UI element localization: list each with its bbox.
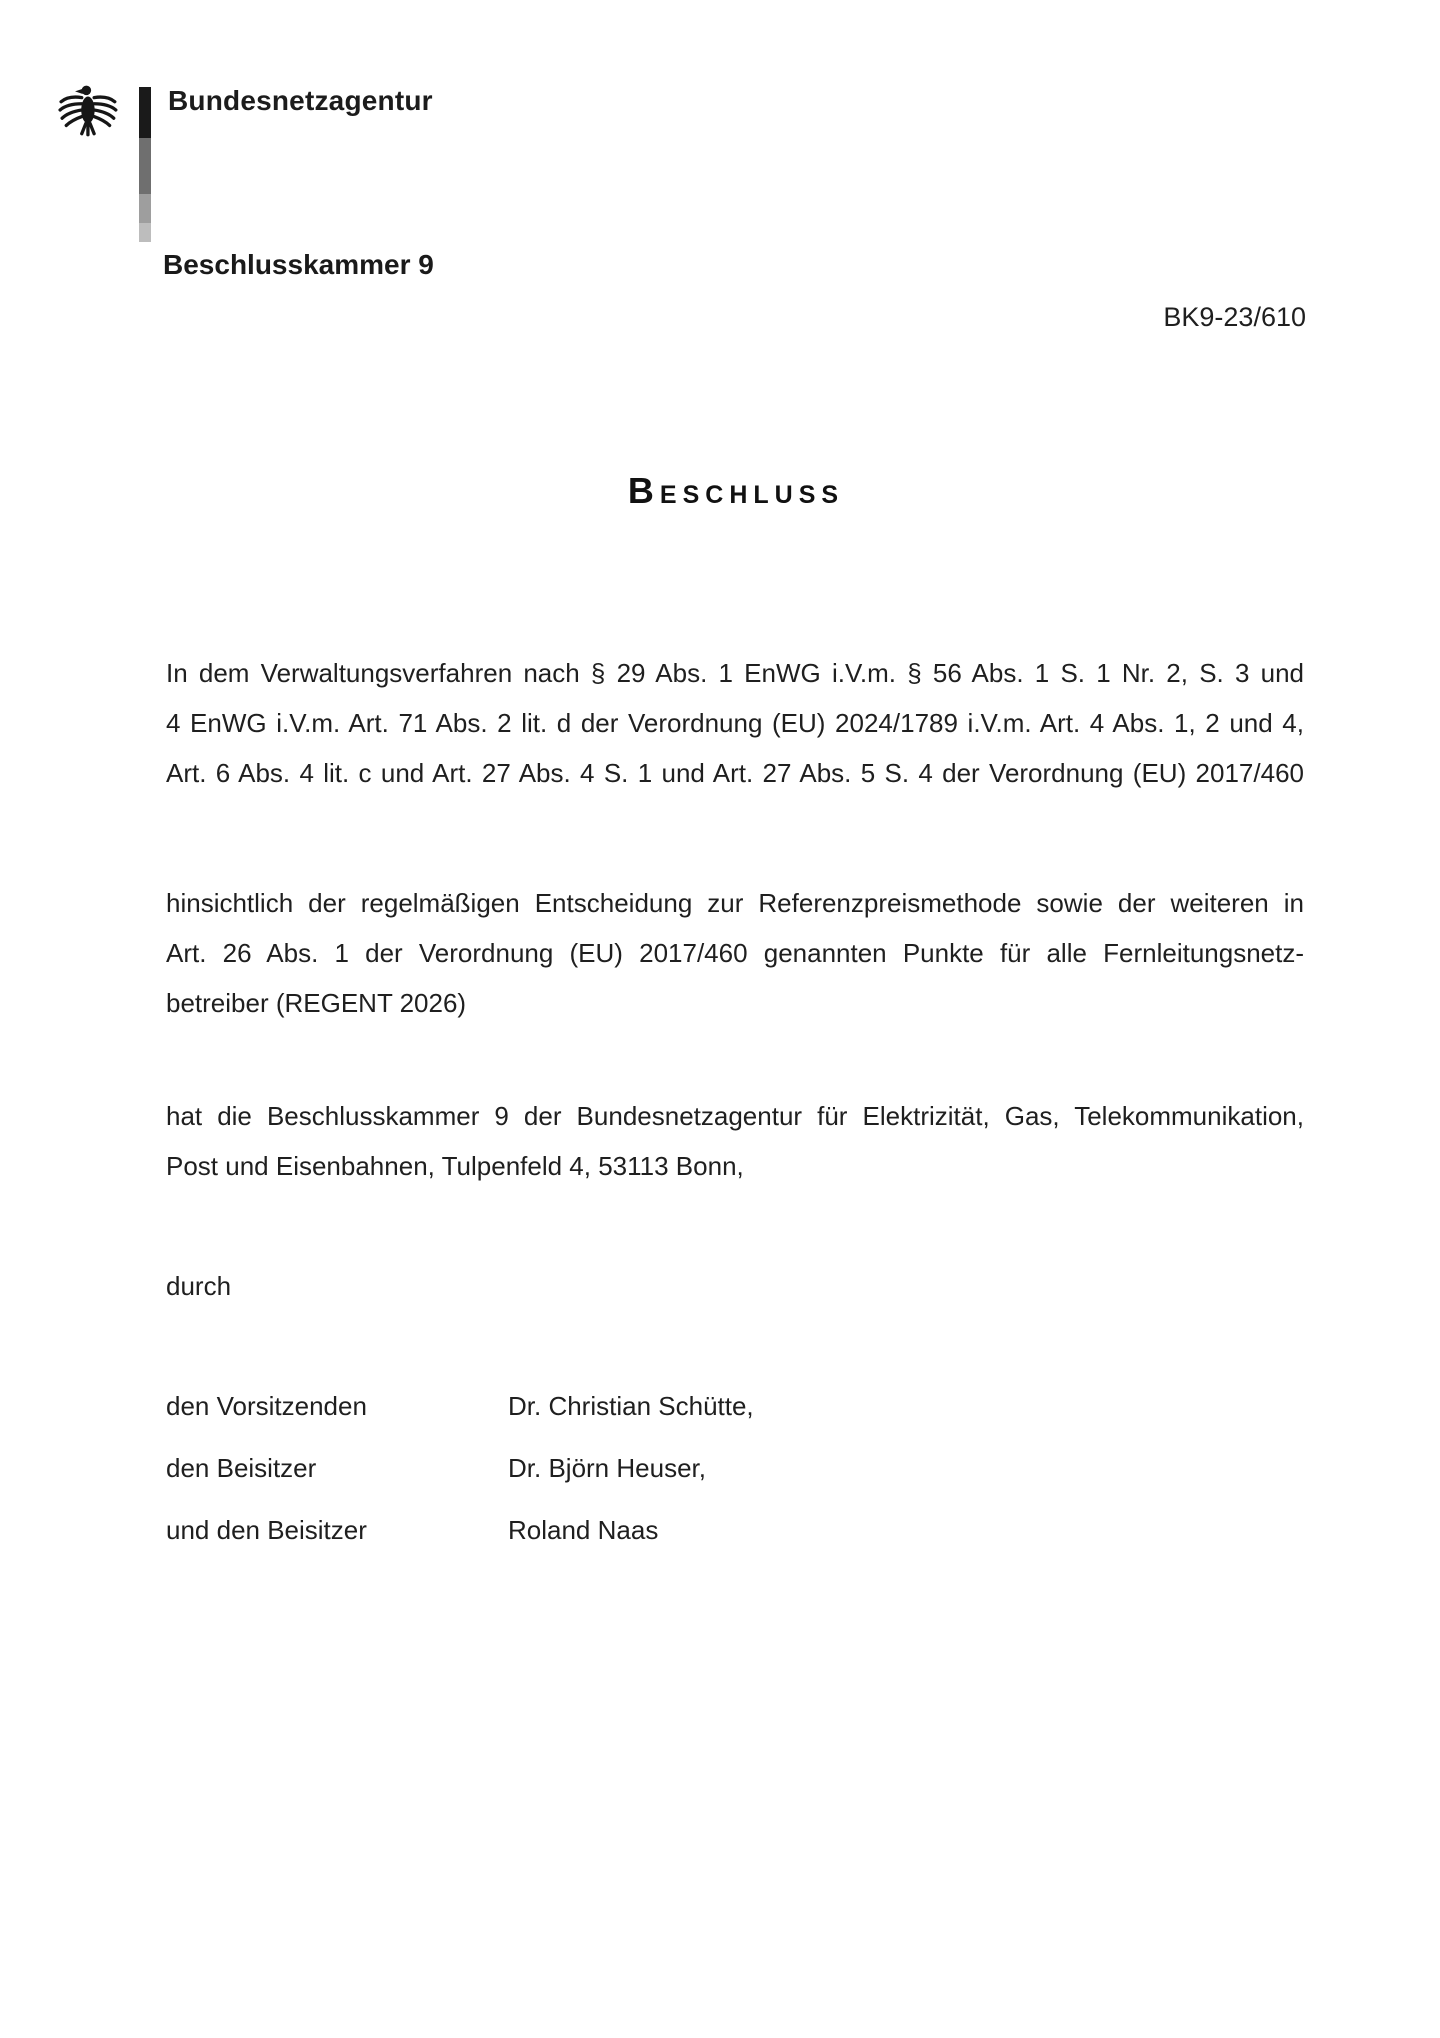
chamber-heading: Beschlusskammer 9 <box>163 249 434 280</box>
federal-eagle-icon <box>58 82 122 140</box>
chamber-address-paragraph <box>166 1091 1304 1191</box>
durch-paragraph <box>166 1261 1304 1311</box>
paragraph-line: hinsichtlich der regelmäßigen Entscheidung zur Referenzpreismethode sowie der weiteren in <box>166 888 1304 918</box>
paragraph-line: Post und Eisenbahnen, Tulpenfeld 4, 53113 Bonn, <box>166 1151 744 1181</box>
member-role: den Beisitzer <box>166 1453 317 1483</box>
decision-title: Beschluss <box>627 470 845 511</box>
members-list <box>166 1381 1304 1567</box>
subject-paragraph <box>166 878 1304 1028</box>
paragraph-line: 4 EnWG i.V.m. Art. 71 Abs. 2 lit. d der Verordnung (EU) 2024/1789 i.V.m. Art. 4 Abs. 1, 2 und 4, <box>166 708 1304 738</box>
member-row <box>166 1443 1304 1493</box>
member-row <box>166 1505 1304 1555</box>
logo-bar <box>139 87 151 242</box>
intro-paragraph <box>166 648 1304 798</box>
member-name: Dr. Christian Schütte, <box>508 1391 754 1421</box>
paragraph-line: hat die Beschlusskammer 9 der Bundesnetzagentur für Elektrizität, Gas, Telekommunikation, <box>166 1101 1304 1131</box>
member-role: den Vorsitzenden <box>166 1391 367 1421</box>
paragraph-line: betreiber (REGENT 2026) <box>166 988 467 1018</box>
paragraph-line: Art. 6 Abs. 4 lit. c und Art. 27 Abs. 4 S. 1 und Art. 27 Abs. 5 S. 4 der Verordnung (EU) 2017/460 <box>166 758 1304 788</box>
case-number: BK9-23/610 <box>1163 302 1306 332</box>
paragraph-line: Art. 26 Abs. 1 der Verordnung (EU) 2017/460 genannten Punkte für alle Fernleitungsnetz- <box>166 938 1304 968</box>
member-name: Roland Naas <box>508 1515 659 1545</box>
paragraph-line: durch <box>166 1271 232 1301</box>
member-row <box>166 1381 1304 1431</box>
member-name: Dr. Björn Heuser, <box>508 1453 706 1483</box>
member-role: und den Beisitzer <box>166 1515 367 1545</box>
paragraph-line: In dem Verwaltungsverfahren nach § 29 Abs. 1 EnWG i.V.m. § 56 Abs. 1 S. 1 Nr. 2, S. 3 und <box>166 658 1304 688</box>
logo-wordmark: Bundesnetzagentur <box>168 85 433 116</box>
